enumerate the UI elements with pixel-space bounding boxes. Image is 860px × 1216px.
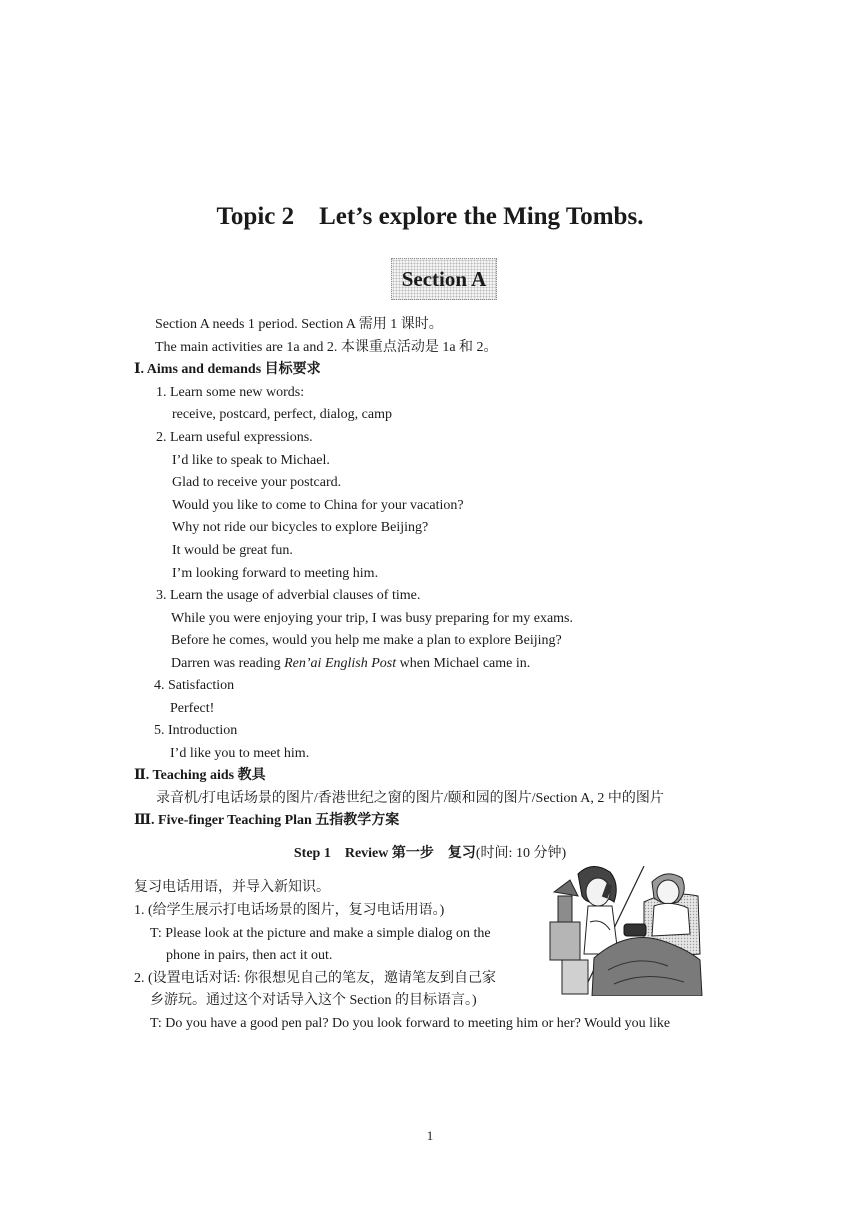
aims-item-3-line-darren: Darren was reading Ren’ai English Post when Michael came in. (171, 656, 531, 671)
section-heading: Section A (401, 267, 487, 291)
review-line: T: Do you have a good pen pal? Do you look forward to meeting him or her? Would you like (150, 1016, 671, 1031)
aims-item-2-line: Would you like to come to China for your vacation? (172, 498, 464, 513)
aims-item-5: 5. Introduction (154, 723, 238, 738)
intro-line-2: The main activities are 1a and 2. 本课重点活动是 1a 和 2。 (155, 340, 498, 355)
page-title: Topic 2 Let’s explore the Ming Tombs. (216, 203, 644, 230)
page-number: 1 (426, 1128, 434, 1143)
aims-item-5-line: I’d like you to meet him. (170, 746, 310, 761)
aims-item-2-line: Why not ride our bicycles to explore Beijing? (172, 520, 429, 535)
aims-item-2: 2. Learn useful expressions. (156, 430, 313, 445)
review-line: 2. (设置电话对话: 你很想见自己的笔友，邀请笔友到自己家 (134, 971, 497, 986)
aims-item-4-line: Perfect! (170, 701, 215, 716)
teaching-plan-heading: Ⅲ. Five-finger Teaching Plan 五指教学方案 (134, 813, 400, 828)
aims-heading: Ⅰ. Aims and demands 目标要求 (134, 362, 321, 377)
aims-item-3: 3. Learn the usage of adverbial clauses of time. (156, 588, 421, 603)
review-line: 乡游玩。通过这个对话导入这个 Section 的目标语言。) (150, 993, 477, 1008)
intro-line-1: Section A needs 1 period. Section A 需用 1 课时。 (155, 317, 443, 332)
aims-item-2-line: It would be great fun. (172, 543, 293, 558)
aims-item-2-line: I’d like to speak to Michael. (172, 453, 330, 468)
review-line: T: Please look at the picture and make a simple dialog on the (150, 926, 491, 941)
aims-item-2-line: I’m looking forward to meeting him. (172, 566, 379, 581)
review-line: phone in pairs, then act it out. (166, 948, 333, 963)
aims-item-1-line: receive, postcard, perfect, dialog, camp (172, 407, 393, 422)
newspaper-title: Ren’ai English Post (284, 656, 397, 671)
phone-call-illustration (548, 862, 704, 996)
teaching-aids-heading: Ⅱ. Teaching aids 教具 (134, 768, 266, 783)
aims-item-4: 4. Satisfaction (154, 678, 235, 693)
review-line: 复习电话用语，并导入新知识。 (134, 880, 330, 895)
aims-item-3-line: Before he comes, would you help me make a plan to explore Beijing? (171, 633, 562, 648)
section-heading-box (391, 258, 497, 300)
aims-item-1: 1. Learn some new words: (156, 385, 305, 400)
review-line: 1. (给学生展示打电话场景的图片，复习电话用语。) (134, 903, 445, 918)
aims-item-2-line: Glad to receive your postcard. (172, 475, 342, 490)
aims-item-3-line: While you were enjoying your trip, I was busy preparing for my exams. (171, 611, 574, 626)
teaching-aids-text: 录音机/打电话场景的图片/香港世纪之窗的图片/颐和园的图片/Section A, 2 中的图片 (156, 791, 664, 806)
step-heading: Step 1 Review 第一步 复习(时间: 10 分钟) (293, 846, 567, 861)
